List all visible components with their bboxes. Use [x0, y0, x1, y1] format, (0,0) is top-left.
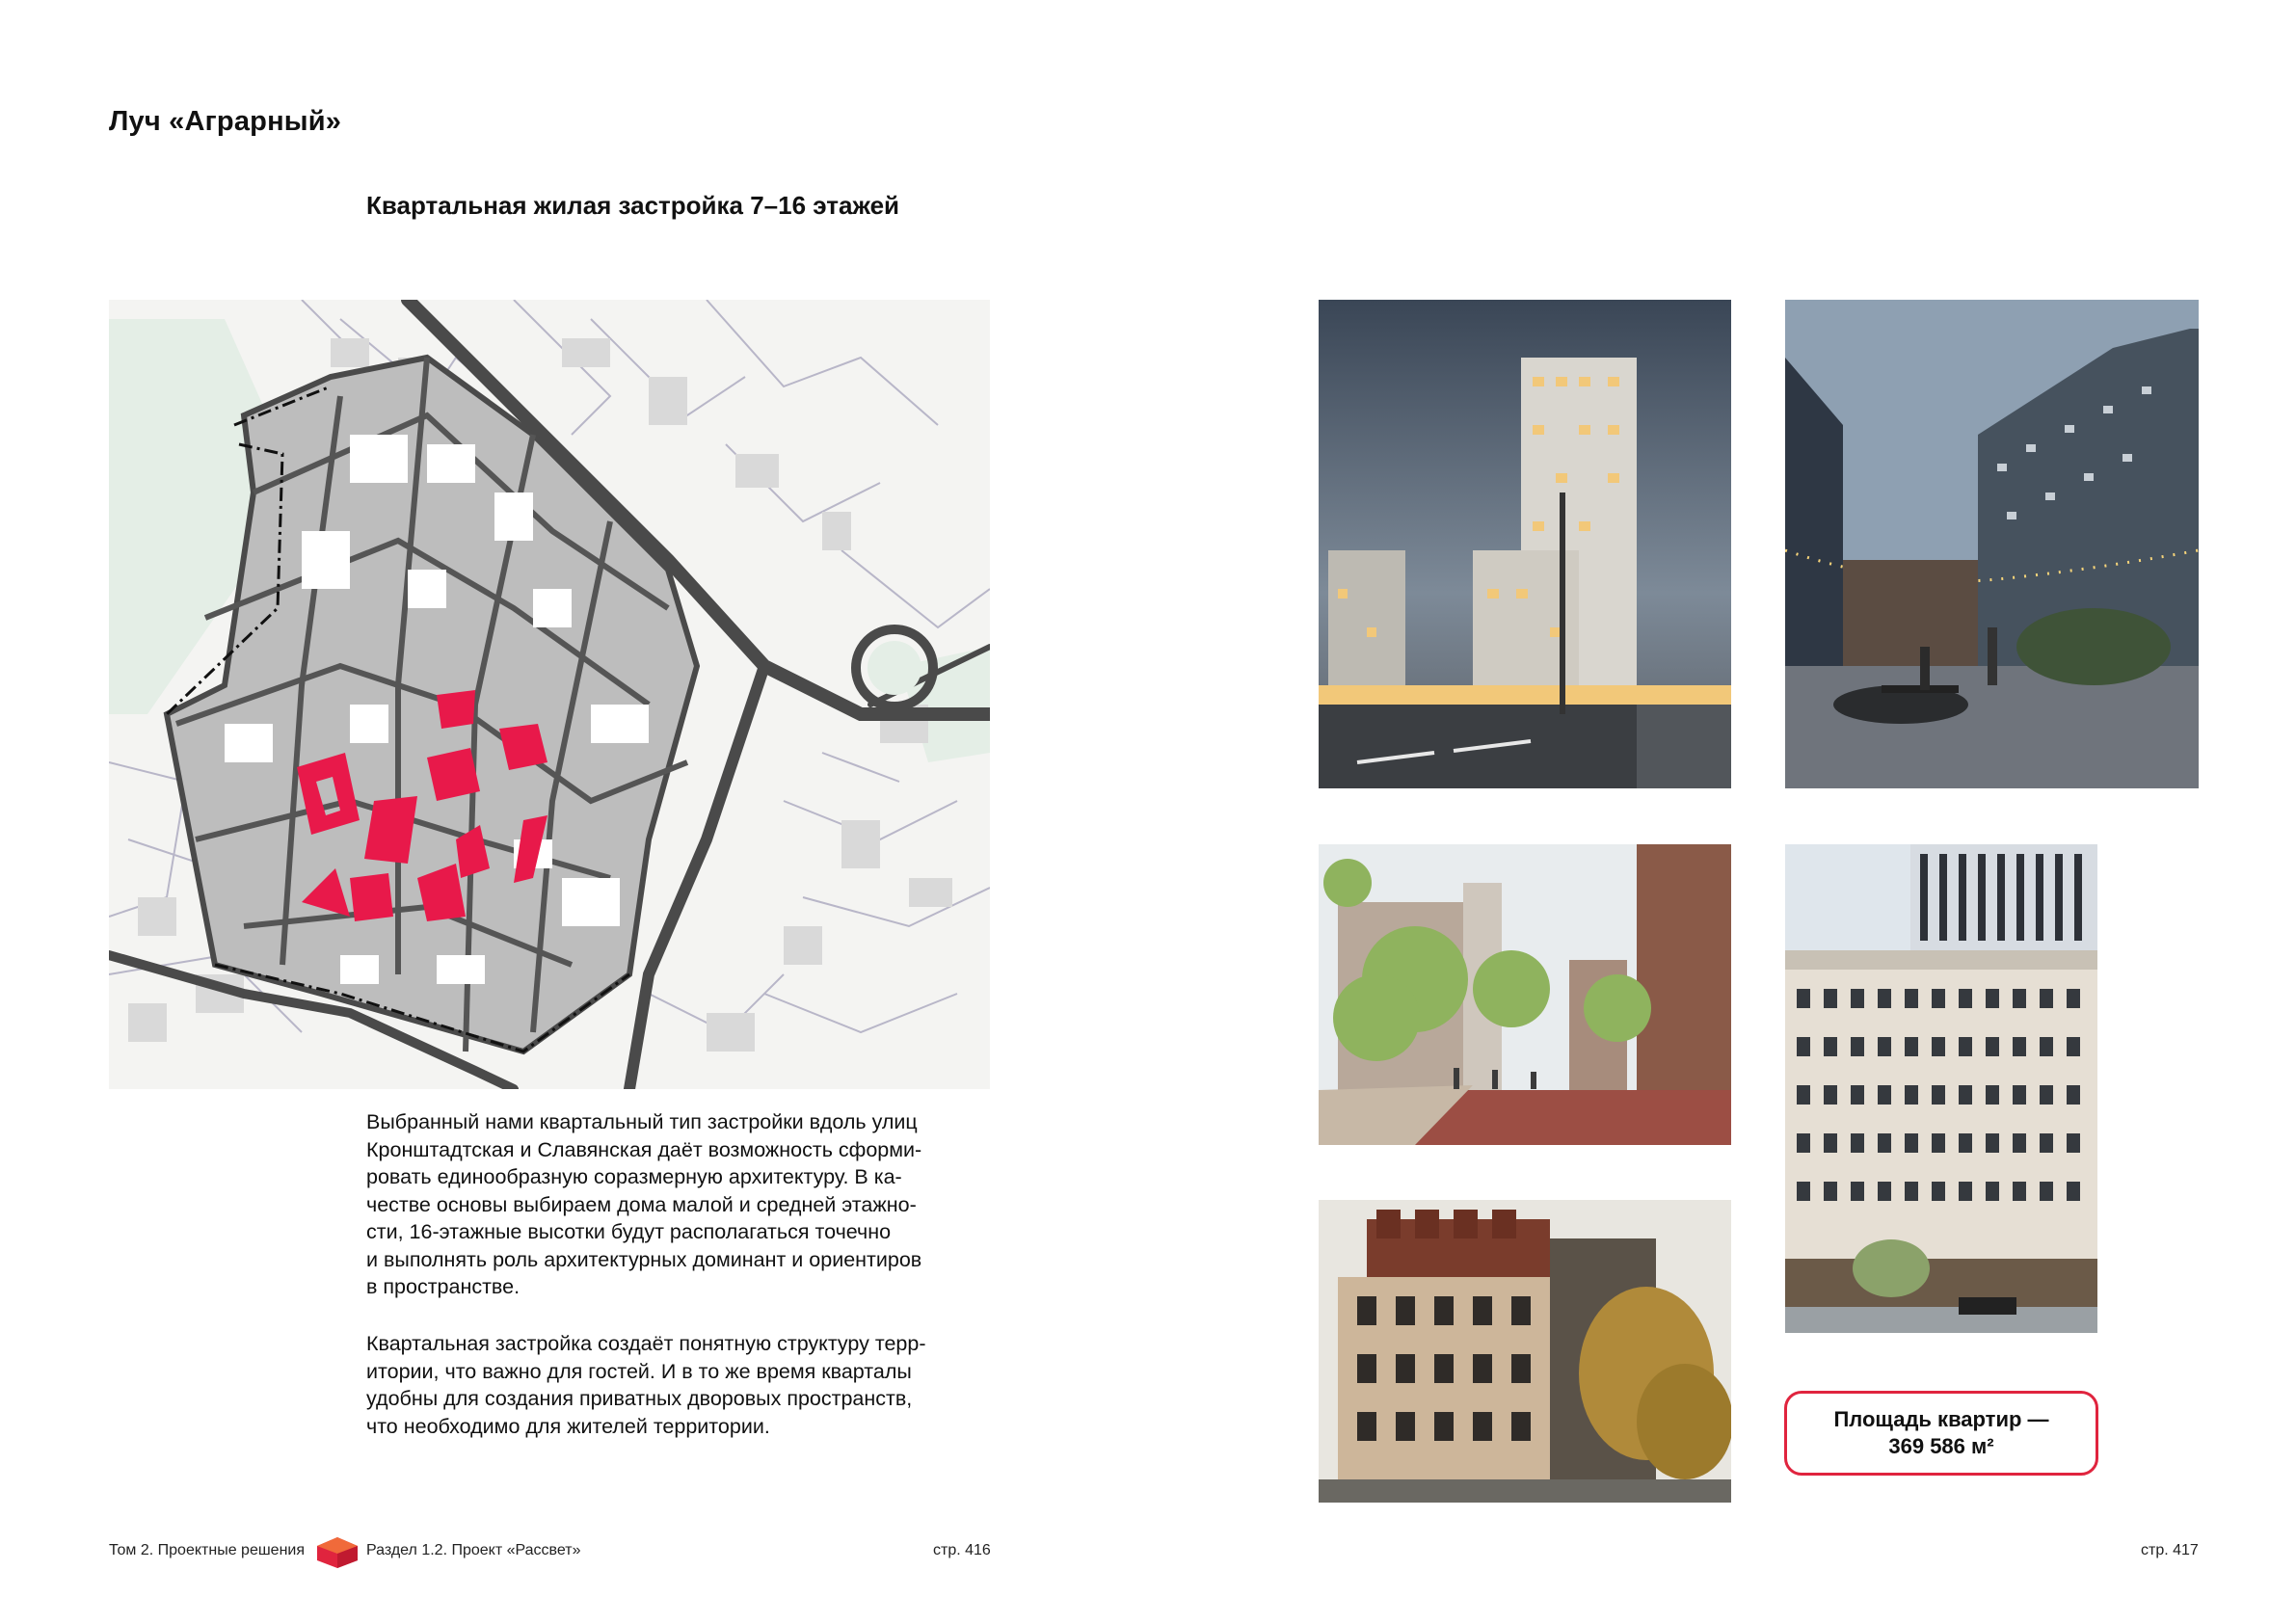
render-photo-facade: [1785, 844, 2097, 1333]
text-line: итории, что важно для гостей. И в то же время кварталы: [366, 1359, 912, 1383]
render-photo-brick-buildings: [1319, 1200, 1731, 1503]
text-line: что необходимо для жителей территории.: [366, 1414, 770, 1438]
text-line: ровать единообразную соразмерную архитектуру. В ка-: [366, 1165, 902, 1188]
callout-label: Площадь квартир —: [1833, 1407, 2049, 1431]
callout-value: 369 586 м²: [1888, 1434, 1994, 1458]
footer-volume: Том 2. Проектные решения: [109, 1542, 306, 1558]
footer-page-right: стр. 417: [2141, 1542, 2199, 1558]
text-line: Квартальная застройка создаёт понятную структуру терр-: [366, 1332, 926, 1355]
description-paragraph-1: [366, 1108, 983, 1301]
text-line: удобны для создания приватных дворовых пространств,: [366, 1387, 913, 1410]
description-paragraph-2: [366, 1330, 983, 1440]
section-subtitle: Квартальная жилая застройка 7–16 этажей: [366, 191, 900, 220]
text-line: честве основы выбираем дома малой и средней этажно-: [366, 1192, 917, 1216]
site-plan-map: [109, 300, 990, 1089]
footer-page-left: стр. 416: [933, 1542, 991, 1558]
footer-section: Раздел 1.2. Проект «Рассвет»: [366, 1542, 581, 1558]
apartments-area-callout: [1784, 1391, 2098, 1476]
page-title: Луч «Аграрный»: [109, 106, 342, 137]
text-line: и выполнять роль архитектурных доминант и ориентиров: [366, 1247, 922, 1271]
text-line: в пространстве.: [366, 1275, 521, 1298]
render-photo-courtyard-evening: [1785, 300, 2199, 788]
text-line: Кронштадтская и Славянская даёт возможность сформи-: [366, 1137, 922, 1161]
project-logo-icon: [316, 1536, 359, 1569]
render-photo-street-trees: [1319, 844, 1731, 1145]
text-line: Выбранный нами квартальный тип застройки вдоль улиц: [366, 1110, 918, 1133]
render-photo-tower-dusk: [1319, 300, 1731, 788]
text-line: сти, 16-этажные высотки будут располагаться точечно: [366, 1220, 892, 1243]
